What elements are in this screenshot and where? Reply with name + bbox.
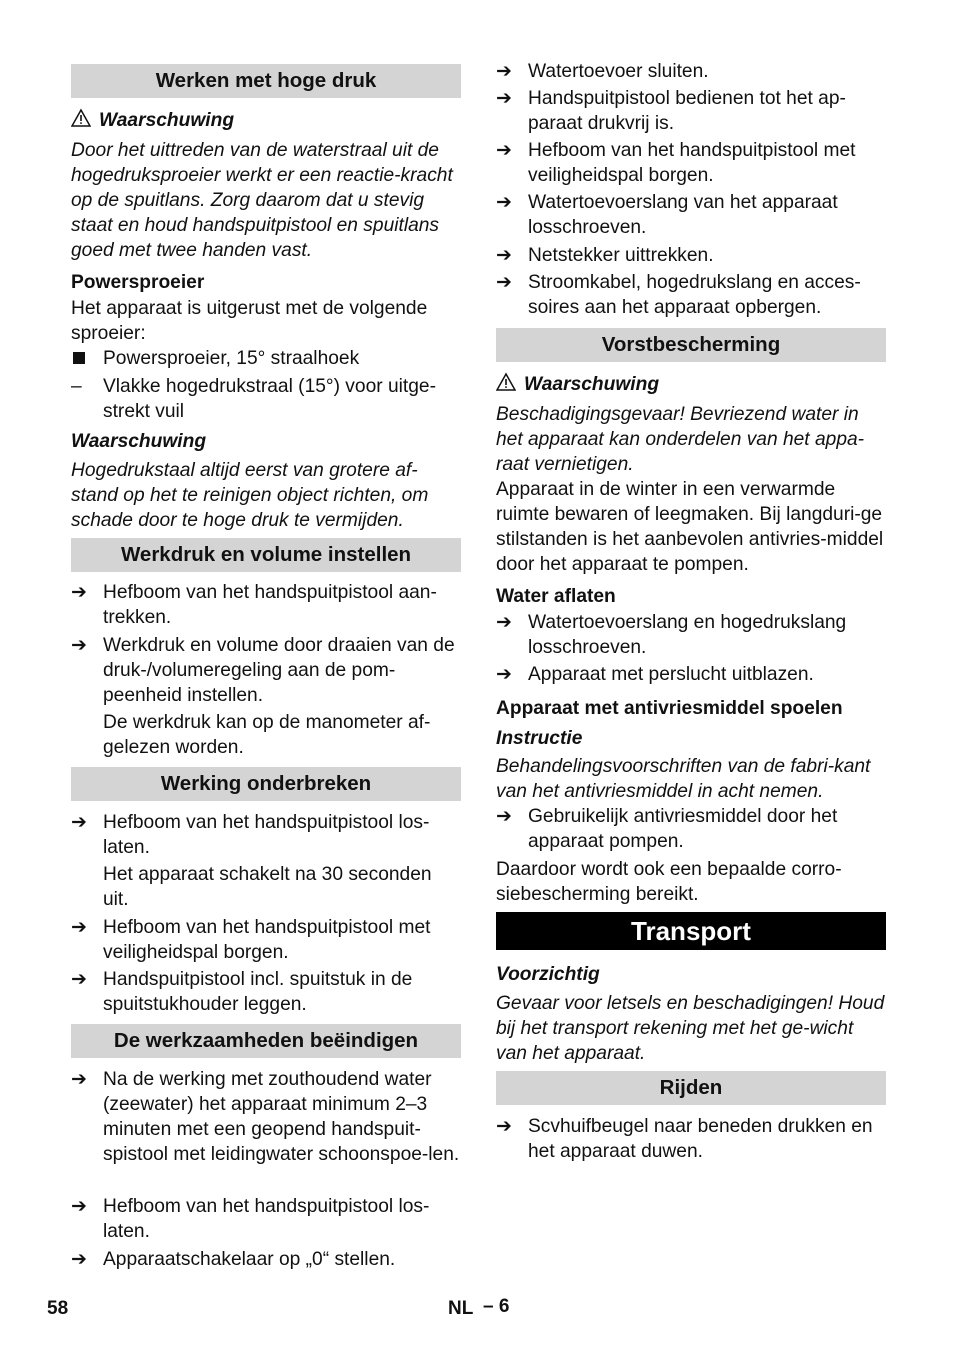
- warning-label-2: Waarschuwing: [71, 431, 207, 452]
- warning-text: Beschadigingsgevaar! Bevriezend water in het apparaat kan onderdelen van het appa-raat vernietigen.: [496, 404, 865, 475]
- footer-subpage: – 6: [483, 1296, 510, 1317]
- voorzichtig-label: Voorzichtig: [496, 964, 600, 985]
- section-heading-vorstbescherming: Vorstbescherming: [496, 328, 886, 362]
- arrow-right-icon: ➔: [496, 192, 512, 213]
- arrow-right-icon: ➔: [71, 812, 87, 833]
- arrow-right-icon: ➔: [496, 61, 512, 82]
- arrow-right-icon: ➔: [496, 272, 512, 293]
- step-item: ➔ Netstekker uittrekken.: [496, 245, 714, 266]
- arrow-right-icon: ➔: [496, 806, 512, 827]
- filled-square-icon: [73, 352, 85, 364]
- step-note: De werkdruk kan op de manometer af-gelezen worden.: [103, 712, 431, 758]
- arrow-right-icon: ➔: [496, 140, 512, 161]
- section-heading-rijden: Rijden: [496, 1071, 886, 1105]
- warning-text: Door het uittreden van de waterstraal uit de hogedruksproeier werkt er een reactie-kracht op de spuitlans. Zorg daarom dat u stevig staat en houd handspuitpistool en spuitlans goed met twee handen vast.: [71, 140, 453, 261]
- step-item: ➔ Watertoevoer sluiten.: [496, 61, 709, 82]
- step-item: ➔ Handspuitpistool bedienen tot het ap-paraat drukvrij is.: [496, 88, 846, 134]
- page-number: 58: [47, 1298, 69, 1319]
- paragraph: Daardoor wordt ook een bepaalde corro-siebescherming bereikt.: [496, 859, 842, 905]
- warning-heading: [71, 108, 461, 133]
- step-item: ➔ Hefboom van het handspuitpistool los-laten.: [71, 812, 430, 858]
- footer-language: NL: [448, 1298, 474, 1319]
- arrow-right-icon: ➔: [496, 612, 512, 633]
- step-item: ➔ Werkdruk en volume door draaien van de druk-/volumeregeling aan de pom-peenheid instellen.: [71, 635, 455, 706]
- warning-triangle-icon: [71, 108, 91, 128]
- chapter-heading-transport: Transport: [496, 912, 886, 950]
- step-item: ➔ Watertoevoerslang en hogedrukslang losschroeven.: [496, 612, 847, 658]
- arrow-right-icon: ➔: [71, 582, 87, 603]
- arrow-right-icon: ➔: [496, 1116, 512, 1137]
- arrow-right-icon: ➔: [71, 1069, 87, 1090]
- warning-triangle-icon: [496, 372, 516, 392]
- subheading-water-aflaten: Water aflaten: [496, 586, 616, 607]
- step-item: ➔ Handspuitpistool incl. spuitstuk in de spuitstukhouder leggen.: [71, 969, 413, 1015]
- section-heading-werkzaamheden-beeindigen: De werkzaamheden beëindigen: [71, 1024, 461, 1058]
- warning-heading: [496, 372, 886, 397]
- section-heading-werking-onderbreken: Werking onderbreken: [71, 767, 461, 801]
- warning-label: Waarschuwing: [99, 110, 235, 131]
- step-item: ➔ Apparaat met perslucht uitblazen.: [496, 664, 814, 685]
- instructie-label: Instructie: [496, 728, 583, 749]
- step-item: ➔ Hefboom van het handspuitpistool aan-trekken.: [71, 582, 437, 628]
- voorzichtig-text: Gevaar voor letsels en beschadigingen! Houd bij het transport rekening met het ge-wicht van het apparaat.: [496, 993, 885, 1064]
- step-item: ➔ Hefboom van het handspuitpistool met veiligheidspal borgen.: [496, 140, 856, 186]
- step-item: ➔ Gebruikelijk antivriesmiddel door het apparaat pompen.: [496, 806, 838, 852]
- dash-item: – Vlakke hogedrukstraal (15°) voor uitge-strekt vuil: [71, 376, 436, 422]
- warning-label: Waarschuwing: [524, 374, 660, 395]
- step-note: Het apparaat schakelt na 30 seconden uit.: [103, 864, 432, 910]
- arrow-right-icon: ➔: [496, 664, 512, 685]
- arrow-right-icon: ➔: [71, 969, 87, 990]
- bullet-item: Powersproeier, 15° straalhoek: [71, 346, 461, 371]
- step-item: ➔ Apparaatschakelaar op „0“ stellen.: [71, 1249, 396, 1270]
- subheading-powersproeier: Powersproeier: [71, 272, 205, 293]
- paragraph: Apparaat in de winter in een verwarmde ruimte bewaren of leegmaken. Bij langduri-ge stilstanden is het aanbevolen antivries-middel door het apparaat te pompen.: [496, 479, 884, 575]
- step-item: ➔ Stroomkabel, hogedrukslang en acces-soires aan het apparaat opbergen.: [496, 272, 861, 318]
- arrow-right-icon: ➔: [496, 88, 512, 109]
- step-item: ➔ Scvhuifbeugel naar beneden drukken en het apparaat duwen.: [496, 1116, 873, 1162]
- warning-text-2: Hogedrukstaal altijd eerst van grotere af-stand op het te reinigen object richten, om schade door te hoge druk te vermijden.: [71, 460, 429, 531]
- step-item: ➔ Na de werking met zouthoudend water (zeewater) het apparaat minimum 2–3 minuten met een geopend handspuit-spistool met leidingwater schoonspoe-len.: [71, 1069, 460, 1165]
- arrow-right-icon: ➔: [71, 1249, 87, 1270]
- arrow-right-icon: ➔: [71, 917, 87, 938]
- section-heading-werkdruk: Werkdruk en volume instellen: [71, 538, 461, 572]
- step-item: ➔ Hefboom van het handspuitpistool met veiligheidspal borgen.: [71, 917, 431, 963]
- instructie-text: Behandelingsvoorschriften van de fabri-kant van het antivriesmiddel in acht nemen.: [496, 756, 871, 802]
- step-item: ➔ Hefboom van het handspuitpistool los-laten.: [71, 1196, 430, 1242]
- paragraph: Het apparaat is uitgerust met de volgende sproeier:: [71, 298, 428, 344]
- section-heading-werken-met-hoge-druk: Werken met hoge druk: [71, 64, 461, 98]
- dash-mark: –: [71, 376, 82, 397]
- arrow-right-icon: ➔: [496, 245, 512, 266]
- step-item: ➔ Watertoevoerslang van het apparaat losschroeven.: [496, 192, 838, 238]
- arrow-right-icon: ➔: [71, 1196, 87, 1217]
- subheading-antivriesmiddel: Apparaat met antivriesmiddel spoelen: [496, 698, 843, 719]
- arrow-right-icon: ➔: [71, 635, 87, 656]
